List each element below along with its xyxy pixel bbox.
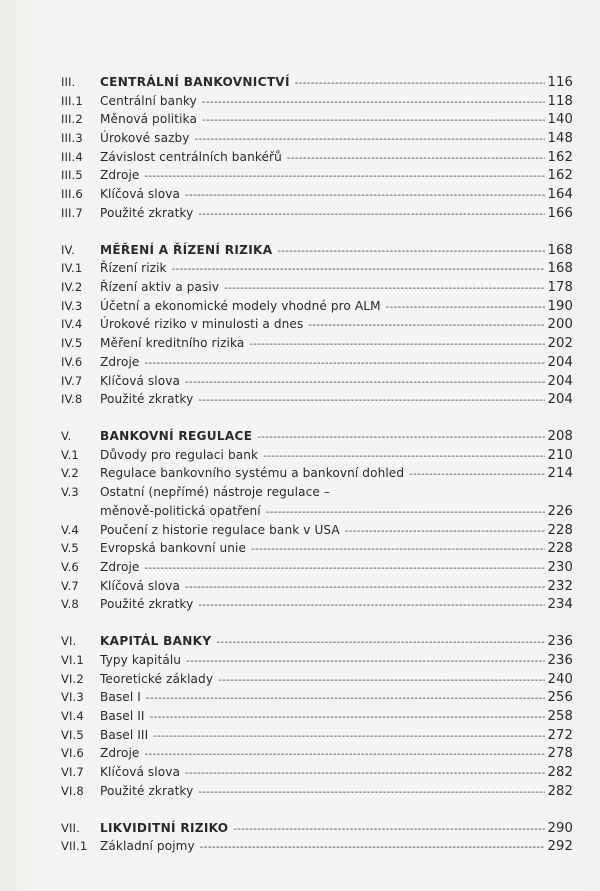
entry-title: Použité zkratky bbox=[100, 205, 194, 220]
page-number: 204 bbox=[547, 373, 573, 389]
dot-leader bbox=[144, 746, 544, 765]
entry-title: Účetní a ekonomické modely vhodné pro ALM bbox=[100, 298, 381, 313]
page-number: 190 bbox=[547, 298, 573, 314]
toc-entry bbox=[61, 148, 573, 167]
section-gap bbox=[61, 800, 573, 818]
page-number: 256 bbox=[547, 690, 573, 706]
entry-number: III.5 bbox=[61, 168, 83, 183]
entry-title: Klíčová slova bbox=[100, 764, 181, 779]
entry-title: Zdroje bbox=[100, 168, 140, 183]
dot-leader bbox=[185, 765, 544, 784]
chapter-title: KAPITÁL BANKY bbox=[100, 634, 212, 649]
entry-number: IV.5 bbox=[61, 336, 83, 351]
entry-title: Basel II bbox=[100, 708, 145, 723]
toc-entry bbox=[61, 92, 573, 111]
section-gap bbox=[61, 223, 573, 241]
toc-entry bbox=[61, 837, 573, 856]
entry-title: Evropská bankovní unie bbox=[100, 541, 247, 556]
toc-entry bbox=[61, 110, 573, 129]
dot-leader bbox=[186, 653, 544, 672]
section-gap bbox=[61, 409, 573, 427]
page-number: 282 bbox=[547, 783, 573, 799]
dot-leader bbox=[409, 466, 544, 485]
page-number: 200 bbox=[547, 317, 573, 333]
dot-leader bbox=[257, 429, 544, 448]
toc-entry bbox=[61, 166, 573, 185]
toc-entry bbox=[61, 464, 573, 483]
entry-number: VII.1 bbox=[61, 839, 88, 854]
entry-number: VI.6 bbox=[61, 746, 84, 761]
dot-leader bbox=[218, 672, 544, 691]
entry-number: III.3 bbox=[61, 131, 83, 146]
page-number: 178 bbox=[547, 280, 573, 296]
entry-title: Úrokové riziko v minulosti a dnes bbox=[100, 317, 304, 332]
entry-title: Použité zkratky bbox=[100, 597, 194, 612]
page-number: 258 bbox=[547, 708, 573, 724]
toc-entry bbox=[61, 502, 573, 521]
page-number: 204 bbox=[547, 392, 573, 408]
entry-number: VI.1 bbox=[61, 652, 84, 667]
toc-entry bbox=[61, 297, 573, 316]
chapter-title: LIKVIDITNÍ RIZIKO bbox=[100, 820, 229, 835]
page-number: 202 bbox=[547, 336, 573, 352]
entry-number: V.4 bbox=[61, 522, 79, 537]
toc-entry bbox=[61, 782, 573, 801]
table-of-contents bbox=[61, 73, 573, 856]
dot-leader bbox=[249, 336, 544, 355]
toc-entry bbox=[61, 744, 573, 763]
page-number: 240 bbox=[547, 671, 573, 687]
entry-number: IV.6 bbox=[61, 354, 83, 369]
entry-number: VII. bbox=[61, 820, 80, 835]
chapter-heading bbox=[61, 73, 573, 92]
entry-number: V. bbox=[61, 429, 72, 444]
toc-entry bbox=[61, 558, 573, 577]
toc-entry bbox=[61, 521, 573, 540]
dot-leader bbox=[185, 579, 544, 598]
toc-entry bbox=[61, 315, 573, 334]
chapter-title: BANKOVNÍ REGULACE bbox=[100, 429, 253, 444]
entry-number: IV.2 bbox=[61, 280, 83, 295]
toc-entry bbox=[61, 539, 573, 558]
entry-number: V.2 bbox=[61, 466, 79, 481]
page-number: 162 bbox=[547, 168, 573, 184]
page-number: 290 bbox=[547, 820, 573, 836]
page-number: 236 bbox=[547, 652, 573, 668]
page-number: 116 bbox=[547, 75, 573, 90]
toc-chapter bbox=[61, 632, 573, 800]
entry-title: Zdroje bbox=[100, 746, 140, 761]
dot-leader bbox=[198, 784, 544, 803]
page-number: 164 bbox=[547, 187, 573, 203]
entry-number: V.6 bbox=[61, 559, 79, 574]
entry-number: IV.7 bbox=[61, 373, 83, 388]
toc-chapter bbox=[61, 73, 573, 223]
entry-number: VI.5 bbox=[61, 727, 84, 742]
entry-number: IV.8 bbox=[61, 392, 83, 407]
page-number: 232 bbox=[547, 578, 573, 594]
dot-leader bbox=[295, 75, 545, 94]
dot-leader bbox=[172, 261, 545, 280]
entry-title: Poučení z historie regulace bank v USA bbox=[100, 522, 340, 537]
dot-leader bbox=[287, 150, 545, 169]
entry-title: Centrální banky bbox=[100, 93, 197, 108]
page-number: 292 bbox=[547, 839, 573, 855]
toc-chapter bbox=[61, 819, 573, 856]
entry-number: IV.3 bbox=[61, 298, 83, 313]
dot-leader bbox=[233, 821, 544, 840]
page-number: 278 bbox=[547, 746, 573, 762]
dot-leader bbox=[216, 634, 544, 653]
entry-title: Klíčová slova bbox=[100, 578, 181, 593]
page-number: 140 bbox=[547, 112, 573, 128]
entry-number: V.3 bbox=[61, 485, 79, 500]
entry-title: Použité zkratky bbox=[100, 392, 194, 407]
entry-number: VI.7 bbox=[61, 764, 84, 779]
toc-entry bbox=[61, 726, 573, 745]
entry-number: III.6 bbox=[61, 187, 83, 202]
toc-entry bbox=[61, 651, 573, 670]
entry-title: Basel III bbox=[100, 727, 149, 742]
chapter-heading bbox=[61, 241, 573, 260]
toc-entry bbox=[61, 707, 573, 726]
toc-entry bbox=[61, 688, 573, 707]
page-number: 168 bbox=[547, 242, 573, 258]
section-gap bbox=[61, 614, 573, 632]
entry-title: Zdroje bbox=[100, 559, 140, 574]
entry-title: Ostatní (nepřímé) nástroje regulace – bbox=[100, 485, 331, 500]
entry-title: měnově-politická opatření bbox=[100, 503, 261, 518]
entry-title: Regulace bankovního systému a bankovní dohled bbox=[100, 466, 405, 481]
entry-title: Důvody pro regulaci bank bbox=[100, 447, 259, 462]
toc-entry bbox=[61, 353, 573, 372]
dot-leader bbox=[251, 541, 545, 560]
dot-leader bbox=[386, 299, 545, 318]
page-number: 272 bbox=[547, 727, 573, 743]
page-number: 228 bbox=[547, 522, 573, 538]
chapter-heading bbox=[61, 427, 573, 446]
entry-number: III. bbox=[61, 75, 76, 89]
dot-leader bbox=[345, 523, 545, 542]
entry-number: V.5 bbox=[61, 541, 79, 556]
entry-number: VI.2 bbox=[61, 671, 84, 686]
entry-number: VI.8 bbox=[61, 783, 84, 798]
entry-title: Úrokové sazby bbox=[100, 131, 190, 146]
page-number: 226 bbox=[547, 503, 573, 519]
dot-leader bbox=[185, 187, 544, 206]
page-number: 162 bbox=[547, 149, 573, 165]
entry-number: III.7 bbox=[61, 205, 83, 220]
toc-entry bbox=[61, 763, 573, 782]
toc-chapter bbox=[61, 241, 573, 409]
toc-entry bbox=[61, 483, 573, 502]
dot-leader bbox=[144, 168, 544, 187]
dot-leader bbox=[198, 206, 544, 225]
entry-title: Klíčová slova bbox=[100, 187, 181, 202]
entry-number: VI.3 bbox=[61, 690, 84, 705]
toc-entry bbox=[61, 670, 573, 689]
entry-title: Závislost centrálních bankéřů bbox=[100, 149, 282, 164]
page-number: 166 bbox=[547, 205, 573, 221]
entry-title: Řízení aktiv a pasiv bbox=[100, 280, 220, 295]
dot-leader bbox=[202, 94, 545, 113]
entry-title: Měnová politika bbox=[100, 112, 197, 127]
dot-leader bbox=[144, 355, 544, 374]
page-number: 282 bbox=[547, 764, 573, 780]
toc-entry bbox=[61, 204, 573, 223]
page-number: 210 bbox=[547, 447, 573, 463]
entry-number: V.8 bbox=[61, 597, 79, 612]
page-number: 208 bbox=[547, 429, 573, 445]
page-number: 204 bbox=[547, 354, 573, 370]
page-number: 230 bbox=[547, 559, 573, 575]
chapter-heading bbox=[61, 632, 573, 651]
page-number: 214 bbox=[547, 466, 573, 482]
toc-chapter bbox=[61, 427, 573, 614]
dot-leader bbox=[185, 374, 544, 393]
entry-title: Basel I bbox=[100, 690, 141, 705]
chapter-heading bbox=[61, 819, 573, 838]
dot-leader bbox=[198, 392, 544, 411]
toc-entry bbox=[61, 372, 573, 391]
dot-leader bbox=[200, 839, 545, 858]
entry-title: Měření kreditního rizika bbox=[100, 336, 245, 351]
entry-number: IV.1 bbox=[61, 261, 83, 276]
toc-entry bbox=[61, 278, 573, 297]
toc-entry bbox=[61, 390, 573, 409]
toc-entry bbox=[61, 595, 573, 614]
entry-number: III.4 bbox=[61, 149, 83, 164]
entry-number: V.1 bbox=[61, 447, 79, 462]
toc-entry bbox=[61, 446, 573, 465]
toc-entry bbox=[61, 129, 573, 148]
dot-leader bbox=[202, 112, 545, 131]
entry-title: Zdroje bbox=[100, 354, 140, 369]
entry-number: VI. bbox=[61, 634, 77, 649]
entry-number: V.7 bbox=[61, 578, 79, 593]
entry-number: III.1 bbox=[61, 93, 83, 108]
toc-entry bbox=[61, 185, 573, 204]
page-number: 234 bbox=[547, 597, 573, 613]
toc-entry bbox=[61, 577, 573, 596]
dot-leader bbox=[308, 317, 544, 336]
entry-title: Řízení rizik bbox=[100, 261, 167, 276]
toc-entry bbox=[61, 259, 573, 278]
toc-entry bbox=[61, 334, 573, 353]
chapter-title: MĚŘENÍ A ŘÍZENÍ RIZIKA bbox=[100, 242, 273, 257]
entry-title: Typy kapitálu bbox=[100, 652, 182, 667]
page-number: 228 bbox=[547, 541, 573, 557]
page-number: 118 bbox=[547, 93, 573, 109]
entry-title: Základní pojmy bbox=[100, 839, 195, 854]
dot-leader bbox=[198, 597, 544, 616]
entry-title: Klíčová slova bbox=[100, 373, 181, 388]
entry-number: III.2 bbox=[61, 112, 83, 127]
entry-title: Teoretické základy bbox=[100, 671, 214, 686]
dot-leader bbox=[277, 243, 544, 262]
dot-leader bbox=[153, 728, 544, 747]
dot-leader bbox=[146, 690, 545, 709]
entry-title: Použité zkratky bbox=[100, 783, 194, 798]
dot-leader bbox=[144, 560, 544, 579]
page-number: 236 bbox=[547, 634, 573, 650]
dot-leader bbox=[150, 709, 545, 728]
chapter-title: CENTRÁLNÍ BANKOVNICTVÍ bbox=[100, 75, 290, 89]
entry-number: IV. bbox=[61, 242, 75, 257]
entry-number: IV.4 bbox=[61, 317, 83, 332]
entry-number: VI.4 bbox=[61, 708, 84, 723]
page-number: 148 bbox=[547, 131, 573, 147]
page-number: 168 bbox=[547, 261, 573, 277]
